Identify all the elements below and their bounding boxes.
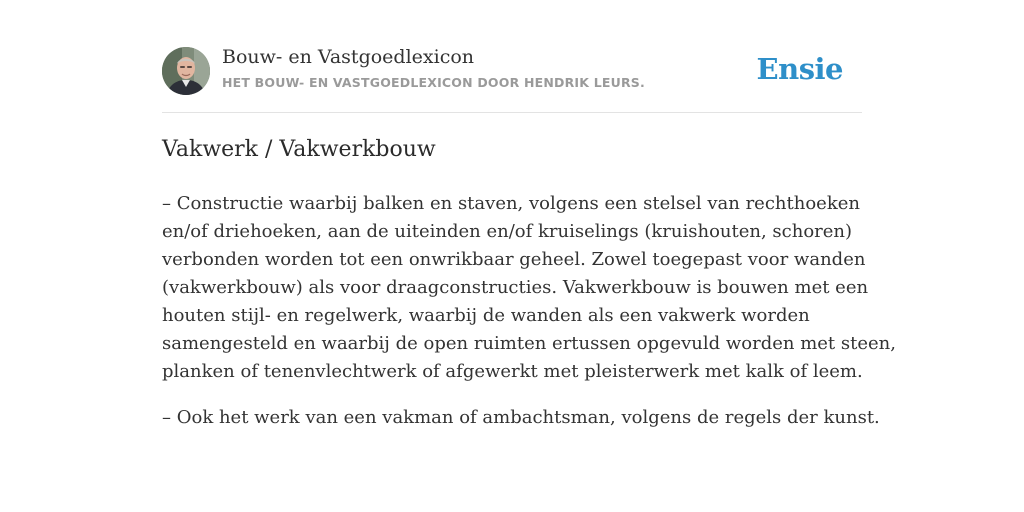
definition-line: planken of tenenvlechtwerk of afgewerkt met pleisterwerk met kalk of leem.	[162, 361, 863, 382]
definition-paragraph-2	[162, 404, 880, 432]
author-avatar[interactable]	[162, 47, 210, 95]
entry-title: Vakwerk / Vakwerkbouw	[162, 137, 436, 162]
definition-line: en/of driehoeken, aan de uiteinden en/of kruiselings (kruishouten, schoren)	[162, 221, 853, 242]
definition-line: verbonden worden tot een onwrikbaar geheel. Zowel toegepast voor wanden	[162, 249, 866, 270]
definition-line: – Constructie waarbij balken en staven, volgens een stelsel van rechthoeken	[162, 193, 860, 214]
entry-card	[162, 0, 896, 428]
lexicon-header	[162, 0, 862, 113]
lexicon-subtitle: HET BOUW- EN VASTGOEDLEXICON DOOR HENDRIK LEURS.	[222, 75, 645, 90]
definition-line: houten stijl- en regelwerk, waarbij de wanden als een vakwerk worden	[162, 305, 810, 326]
definition-text	[162, 190, 896, 450]
definition-line: (vakwerkbouw) als voor draagconstructies. Vakwerkbouw is bouwen met een	[162, 277, 869, 298]
definition-line: – Ook het werk van een vakman of ambachtsman, volgens de regels der kunst.	[162, 407, 880, 428]
lexicon-title[interactable]: Bouw- en Vastgoedlexicon	[222, 46, 475, 68]
definition-paragraph-1	[162, 190, 896, 386]
portrait-icon	[162, 47, 210, 95]
definition-line: samengesteld en waarbij de open ruimten ertussen opgevuld worden met steen,	[162, 333, 896, 354]
ensie-logo-link[interactable]: Ensie	[756, 52, 843, 86]
